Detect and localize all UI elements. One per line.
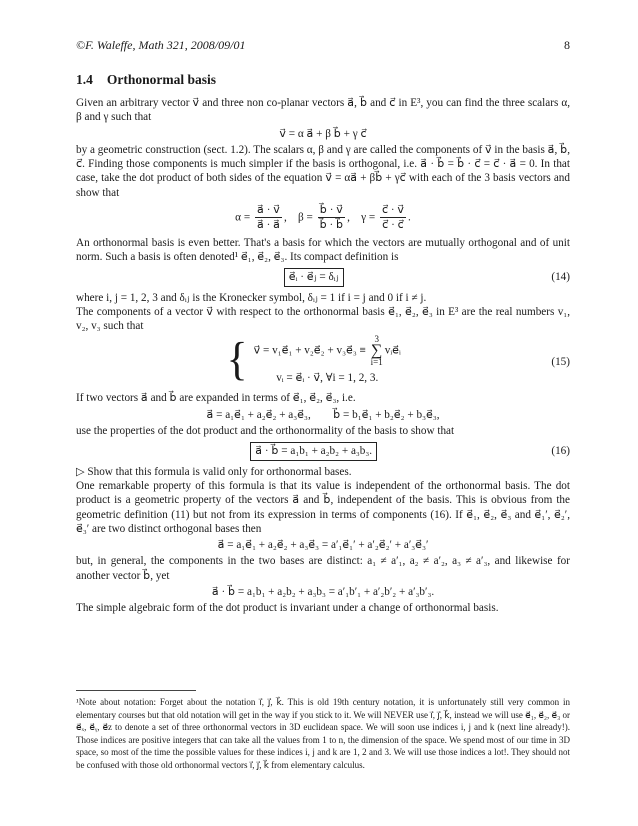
paragraph: by a geometric construction (sect. 1.2). The scalars α, β and γ are called the components of v⃗ in the basis a⃗, b⃗, c⃗. Finding those components is much simpler if the basis is orthogonal, i.e. a⃗ · b⃗ = b⃗ · c⃗ = c⃗ · a⃗ = 0. In that case, take the dot product of both sides of the equation v⃗ = αa⃗ + βb⃗ + γc⃗ with each of the 3 basis vectors and show that bbox=[76, 143, 570, 199]
equation-14 bbox=[76, 268, 570, 286]
equation-components: α = $\frac{a⃗ \cdot v⃗}{a⃗ \cdot a⃗}$ , β = $\frac{b⃗ \cdot v⃗}{b⃗ \cdot b⃗}$ , γ = $\frac{c⃗ \cdot v⃗}{c⃗ \cdot c⃗}$ . bbox=[235, 204, 411, 232]
paragraph: An orthonormal basis is even better. That's a basis for which the vectors are mutually orthogonal and of unit norm. Such a basis is often denoted¹ e⃗₁, e⃗₂, e⃗₃. Its compact definition is bbox=[76, 236, 570, 263]
exercise-line: ▷ Show that this formula is valid only for orthonormal bases. bbox=[76, 465, 352, 478]
body-text bbox=[76, 96, 570, 616]
equation-label: (14) bbox=[551, 271, 570, 284]
summation: 3 ∑ i=1 bbox=[370, 334, 383, 368]
footnote: ¹Note about notation: Forget about the notation ı⃗, ȷ⃗, k⃗. This is old 19th century notation, it is unfortunately still very common in elementary courses but that old notation will get in the way if you stick to it. We will NEVER use ı⃗, ȷ⃗, k⃗, instead we will use e⃗₁, e⃗₂, e⃗₃ or e⃗ₓ, e⃗ᵧ, e⃗z to denote a set of three orthonormal vectors in 3D euclidean space. We will soon use indices i, j and k (next line already!). Those indices are positive integers that can take all the values from 1 to n, the dimension of the space. We spend most of our time in 3D space, so most of the time the possible values for these indices i, j and k are 1, 2 and 3. We will use those indices a lot!. They should not be confused with those old orthonormal vectors ı⃗, ȷ⃗, k⃗ from elementary calculus. bbox=[76, 697, 570, 770]
page-number: 8 bbox=[564, 38, 570, 52]
boxed-definition: e⃗ᵢ · e⃗ⱼ = δᵢⱼ bbox=[284, 268, 344, 286]
equation-label: (15) bbox=[551, 356, 570, 369]
section-number: 1.4 bbox=[76, 72, 93, 87]
system-of-equations: { v⃗ = v₁e⃗₁ + v₂e⃗₂ + v₃e⃗₃ ≡ 3 ∑ i=1 vᵢe⃗ᵢ vᵢ = e⃗ᵢ · v⃗, ∀i = 1, 2, 3. bbox=[226, 335, 400, 389]
paragraph: If two vectors a⃗ and b⃗ are expanded in terms of e⃗₁, e⃗₂, e⃗₃, i.e. bbox=[76, 392, 356, 405]
equation-16 bbox=[76, 442, 570, 460]
paragraph: One remarkable property of this formula is that its value is independent of the orthonormal basis. The dot product is a geometric property of the vectors a⃗ and b⃗, independent of the basis. This is obvious from the geometric definition (11) but not from its expression in terms of components (16). If e⃗₁, e⃗₂, e⃗₃ and e⃗₁′, e⃗₂′, e⃗₃′ are two distinct orthogonal bases then bbox=[76, 479, 570, 535]
section-title: Orthonormal basis bbox=[106, 72, 217, 87]
section-heading bbox=[76, 72, 216, 88]
equation-label: (16) bbox=[551, 445, 570, 458]
header-left: ©F. Waleffe, Math 321, 2008/09/01 bbox=[76, 38, 246, 52]
paragraph: use the properties of the dot product and the orthonormality of the basis to show that bbox=[76, 425, 455, 438]
fraction-beta: $\frac{b⃗ \cdot v⃗}{b⃗ \cdot b⃗}$ bbox=[319, 204, 344, 232]
boxed-dot-product: a⃗ · b⃗ = a₁b₁ + a₂b₂ + a₃b₃. bbox=[250, 442, 377, 460]
equation-v: v⃗ = α a⃗ + β b⃗ + γ c⃗ bbox=[279, 127, 367, 140]
paragraph: but, in general, the components in the two bases are distinct: a₁ ≠ a′₁, a₂ ≠ a′₂, a₃ ≠ a′₃, and likewise for another vector b⃗, yet bbox=[76, 555, 570, 582]
footnote-rule bbox=[76, 690, 196, 691]
fraction-alpha: $\frac{a⃗ \cdot v⃗}{a⃗ \cdot a⃗}$ bbox=[256, 204, 280, 232]
equation-two-bases: a⃗ = a₁e⃗₁ + a₂e⃗₂ + a₃e⃗₃ = a′₁e⃗₁′ + a′₂e⃗₂′ + a′₃e⃗₃′ bbox=[217, 539, 429, 552]
equation-expansion: a⃗ = a₁e⃗₁ + a₂e⃗₂ + a₃e⃗₃, b⃗ = b₁e⃗₁ + b₂e⃗₂ + b₃e⃗₃, bbox=[206, 408, 440, 421]
paragraph: The components of a vector v⃗ with respect to the orthonormal basis e⃗₁, e⃗₂, e⃗₃ in E³ are the real numbers v₁, v₂, v₃ such that bbox=[76, 305, 570, 333]
paragraph: Given an arbitrary vector v⃗ and three non co-planar vectors a⃗, b⃗ and c⃗ in E³, you can find the three scalars α, β and γ such that bbox=[76, 97, 570, 124]
left-brace-icon: { bbox=[226, 334, 248, 386]
running-header bbox=[76, 38, 570, 53]
equation-15 bbox=[76, 335, 570, 389]
equation-invariance: a⃗ · b⃗ = a₁b₁ + a₂b₂ + a₃b₃ = a′₁b′₁ + a′₂b′₂ + a′₃b′₃. bbox=[211, 586, 435, 599]
paragraph: The simple algebraic form of the dot product is invariant under a change of orthonormal basis. bbox=[76, 602, 499, 615]
fraction-gamma: $\frac{c⃗ \cdot v⃗}{c⃗ \cdot c⃗}$ bbox=[381, 204, 405, 232]
paragraph: where i, j = 1, 2, 3 and δᵢⱼ is the Kronecker symbol, δᵢⱼ = 1 if i = j and 0 if i ≠ j. bbox=[76, 291, 427, 304]
